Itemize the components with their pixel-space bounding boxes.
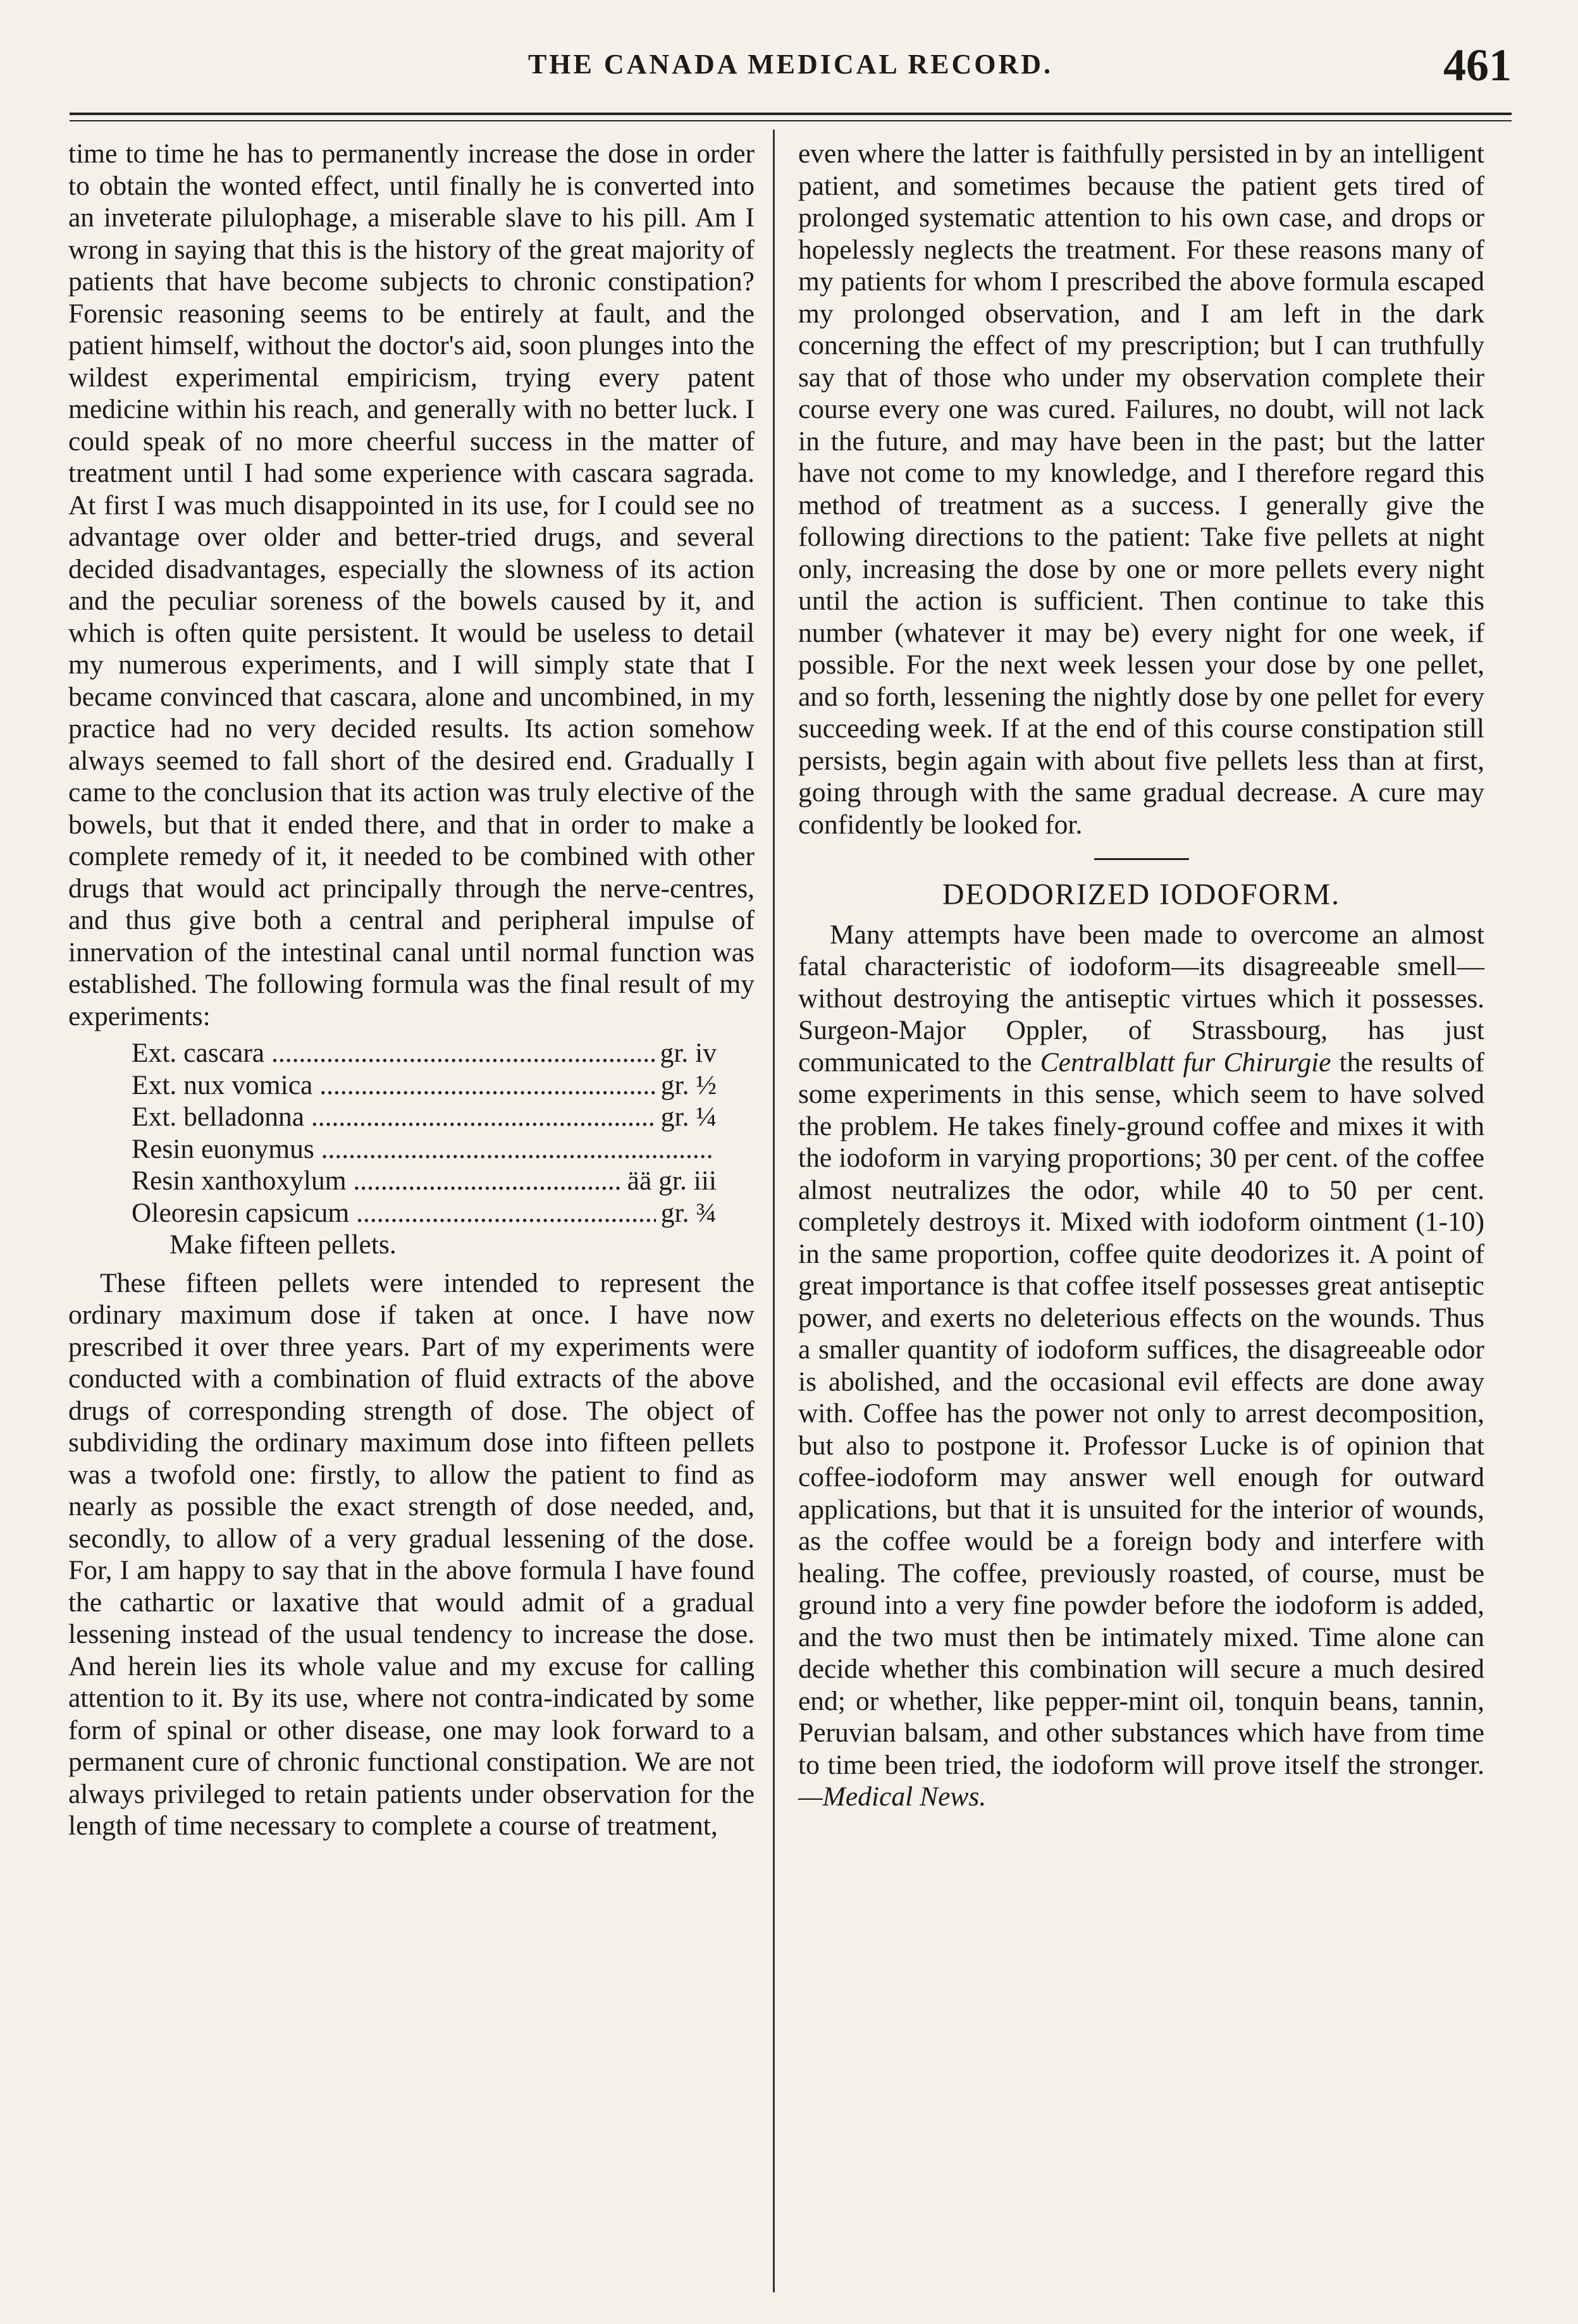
formula-dose: gr. iv <box>660 1038 717 1068</box>
column-divider <box>773 130 775 2292</box>
formula-dose: gr. ¾ <box>660 1197 717 1228</box>
formula-dose: ää gr. iii <box>627 1165 717 1196</box>
formula-ingredient: Resin xanthoxylum ..... <box>132 1165 622 1197</box>
journal-title: Centralblatt fur Chirurgie <box>1040 1047 1331 1078</box>
paragraph-text: the results of some experiments in this sense, which seem to have solved the problem. He takes finely-ground coffee and mixes it with the iodoform in varying proportions; 30 per cent. of the coffee almost neutralizes the odor, while 40 to 50 per cent. completely destroys it. Mixed with iodoform ointment (1-10) in the same proportion, coffee quite deodorizes it. A point of great importance is that coffee itself possesses great antiseptic power, and exerts no deleterious effects on the wounds. Thus a smaller quantity of iodoform suffices, the disagreeable odor is abolished, and the occasional evil effects are done away with. Coffee has the power not only to arrest decomposition, but also to postpone it. Professor Lucke is of opinion that coffee-iodoform may answer well enough for outward applications, but that it is unsuited for the interior of wounds, as the coffee would be a foreign body and interfere with healing. The coffee, previously roasted, of course, must be ground into a very fine powder before the iodoform is added, and the two must then be intimately mixed. Time alone can decide whether this combination will secure a much desired end; or whether, like pepper-mint oil, tonquin beans, tannin, Peruvian balsam, and other substances which have from time to time been tried, the iodoform will prove itself the stronger. <box>798 1047 1484 1780</box>
paragraph: These fifteen pellets were intended to represent the ordinary maximum dose if taken at once. I have now prescribed it over three years. Part of my experiments were conducted with a combination of fluid extracts of the above drugs of corresponding strength of dose. The object of subdividing the ordinary maximum dose into fifteen pellets was a twofold one: firstly, to allow the patient to find as nearly as possible the exact strength of dose needed, and, secondly, to allow of a very gradual lessening of the dose. For, I am happy to say that in the above formula I have found the cathartic or laxative that would admit of a gradual lessening instead of the usual tendency to increase the dose. And herein lies its whole value and my excuse for calling attention to it. By its use, where not contra-indicated by some form of spinal or other disease, one may look forward to a permanent cure of chronic functional constipation. We are not always privileged to retain patients under observation for the length of time necessary to complete a course of treatment, <box>68 1267 755 1841</box>
paragraph-text: Many attempts have been made to overcome an almost fatal characteristic of iodoform—its disagreeable smell—without destroying the antiseptic virtues which it possesses. Surgeon-Major Oppler, of Strassbourg, has just communicated to the <box>798 919 1484 1078</box>
formula-ingredient: Ext. nux vomica ..... <box>132 1069 656 1102</box>
paragraph <box>798 919 1484 1813</box>
running-title: THE CANADA MEDICAL RECORD. <box>527 49 1054 80</box>
formula-row <box>132 1037 755 1069</box>
formula <box>68 1037 755 1261</box>
formula-row <box>132 1197 755 1229</box>
formula-ingredient: Ext. belladonna ..... <box>132 1101 656 1133</box>
formula-row <box>132 1101 755 1133</box>
page-header <box>70 33 1512 109</box>
formula-row <box>132 1165 755 1197</box>
page-number: 461 <box>1443 40 1512 90</box>
right-column <box>798 138 1484 1813</box>
formula-dose: gr. ¼ <box>660 1102 717 1132</box>
formula-row <box>132 1133 755 1165</box>
section-rule <box>1094 858 1189 860</box>
formula-instruction: Make fifteen pellets. <box>170 1229 397 1260</box>
left-column <box>68 138 755 1842</box>
formula-ingredient: Oleoresin capsicum ..... <box>132 1197 656 1229</box>
section-title: DEODORIZED IODOFORM. <box>942 878 1341 911</box>
formula-ingredient: Ext. cascara ..... <box>132 1037 655 1069</box>
formula-row <box>132 1069 755 1102</box>
formula-ingredient: Resin euonymus ..... <box>132 1133 712 1165</box>
paragraph: even where the latter is faithfully persisted in by an intelligent patient, and sometimes because the patient gets tired of prolonged systematic attention to his own case, and drops or hopelessly neglects the treatment. For these reasons many of my patients for whom I prescribed the above formula escaped my prolonged observation, and I am left in the dark concerning the effect of my prescription; but I can truthfully say that of those who under my observation complete their course every one was cured. Failures, no doubt, will not lack in the future, and may have been in the past; but the latter have not come to my knowledge, and I therefore regard this method of treatment as a success. I generally give the following directions to the patient: Take five pellets at night only, increasing the dose by one or more pellets every night until the action is sufficient. Then continue to take this number (whatever it may be) every night for one week, if possible. For the next week lessen your dose by one pellet, and so forth, lessening the nightly dose by one pellet for every succeeding week. If at the end of this course constipation still persists, begin again with about five pellets less than at first, going through with the same gradual decrease. A cure may confidently be looked for. <box>798 138 1484 840</box>
header-rule <box>70 113 1512 121</box>
formula-dose: gr. ½ <box>660 1069 717 1100</box>
source-citation: —Medical News. <box>798 1781 987 1812</box>
paragraph: time to time he has to permanently increase the dose in order to obtain the wonted effect, until finally he is converted into an inveterate pilulophage, a miserable slave to his pill. Am I wrong in saying that this is the history of the great majority of patients that have become subjects to chronic constipation? Forensic reasoning seems to be entirely at fault, and the patient himself, without the doctor's aid, soon plunges into the wildest experimental empiricism, trying every patent medicine within his reach, and generally with no better luck. I could speak of no more cheerful success in the matter of treatment until I had some experience with cascara sagrada. At first I was much disappointed in its use, for I could see no advantage over older and better-tried drugs, and several decided disadvantages, especially the slowness of its action and the peculiar soreness of the bowels caused by it, and which is often quite persistent. It would be useless to detail my numerous experiments, and I will simply state that I became convinced that cascara, alone and uncombined, in my practice had no very decided results. Its action somehow always seemed to fall short of the desired end. Gradually I came to the conclusion that its action was truly elective of the bowels, but that it ended there, and that in order to make a complete remedy of it, it needed to be combined with other drugs that would act principally through the nerve-centres, and thus give both a central and peripheral impulse of innervation of the intestinal canal until normal function was established. The following formula was the final result of my experiments: <box>68 138 755 1031</box>
